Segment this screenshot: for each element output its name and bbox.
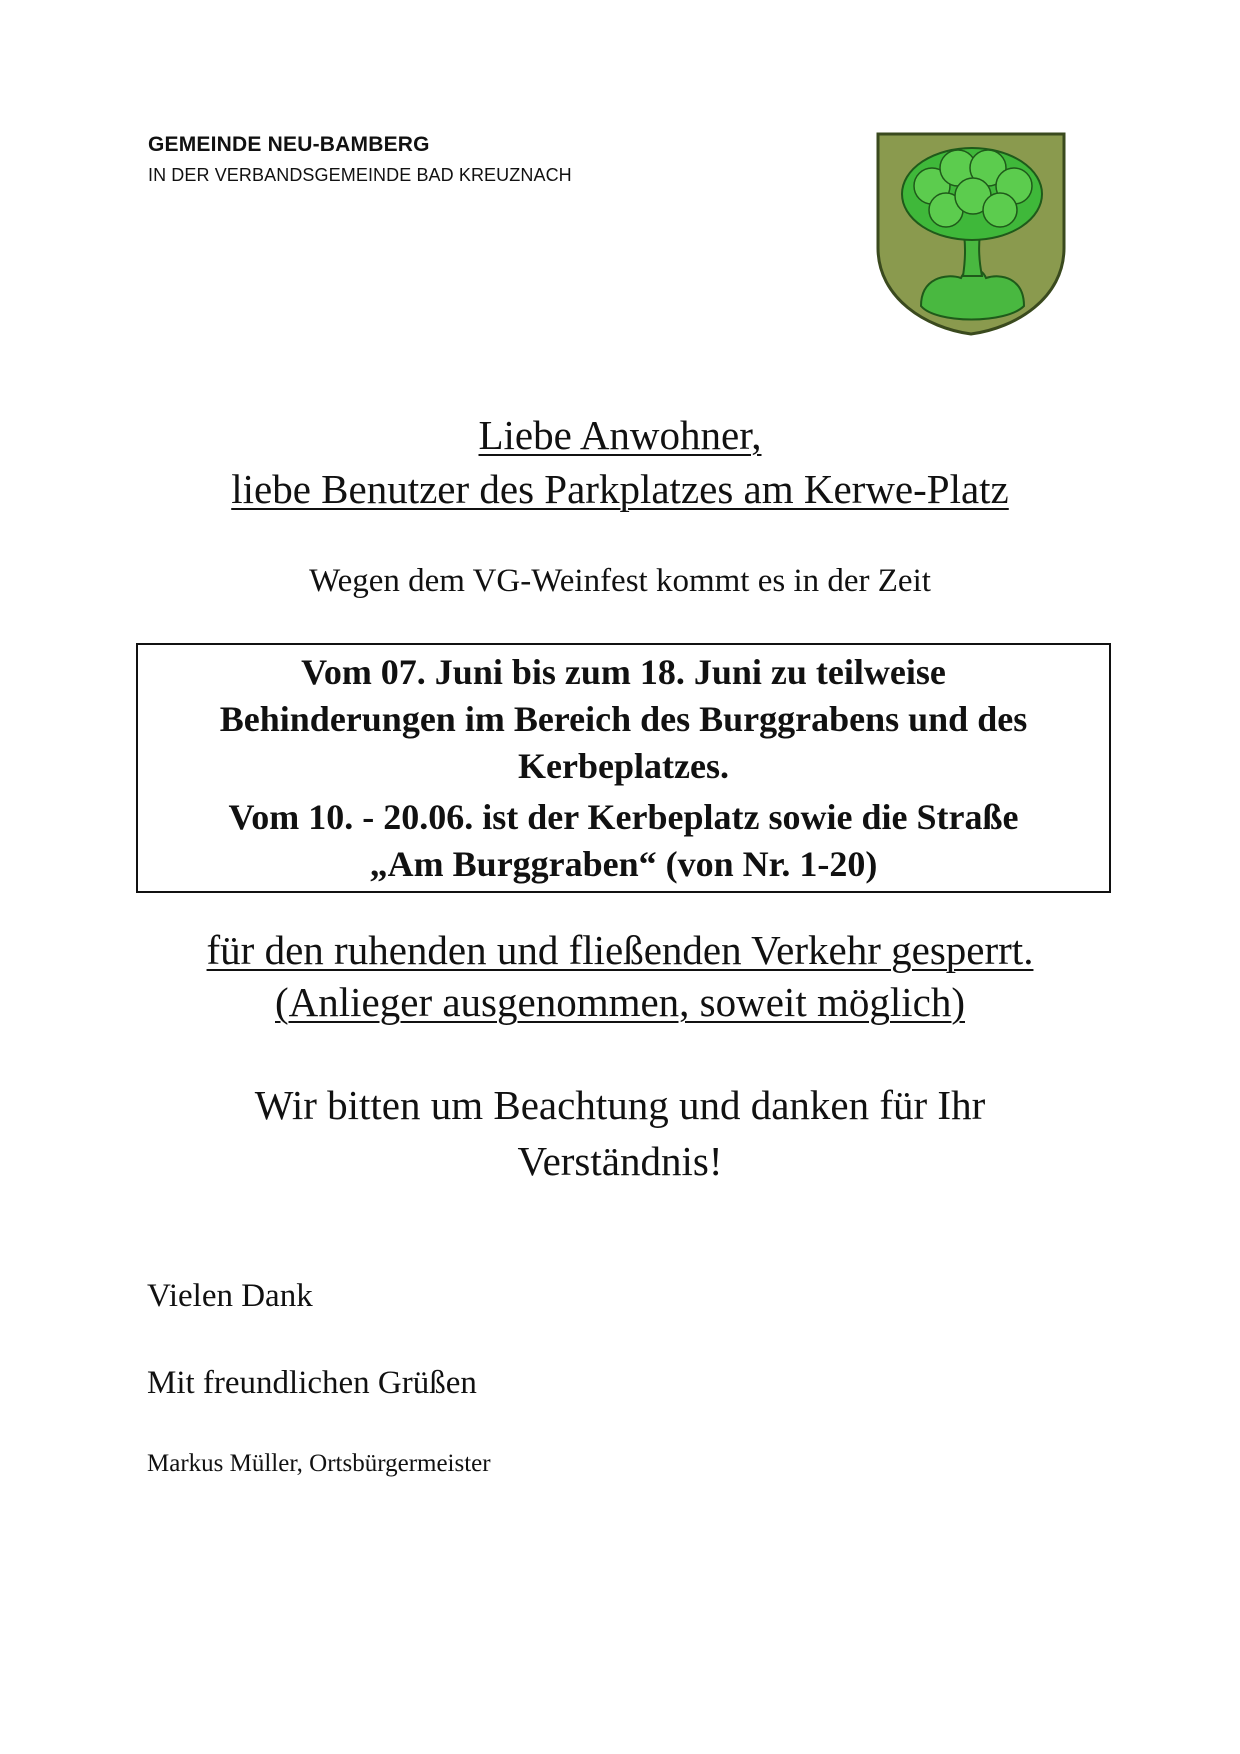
- intro-text: Wegen dem VG-Weinfest kommt es in der Zeit: [309, 563, 931, 599]
- closure-notice: [0, 924, 1240, 1028]
- notice-line: „Am Burggraben“ (von Nr. 1-20): [369, 844, 878, 884]
- notice-paragraph-1: [138, 649, 1109, 790]
- closure-line-1: für den ruhenden und fließenden Verkehr gesperrt.: [206, 927, 1034, 973]
- greeting-line-1: Liebe Anwohner,: [478, 412, 762, 458]
- notice-line: Kerbeplatzes.: [518, 746, 729, 786]
- thanks-line-1: Wir bitten um Beachtung und danken für Ihr: [254, 1082, 986, 1128]
- municipality-name: GEMEINDE NEU-BAMBERG: [148, 133, 430, 156]
- thanks-message: [0, 1077, 1240, 1189]
- notice-line: Vom 10. - 20.06. ist der Kerbeplatz sowie die Straße: [228, 797, 1019, 837]
- closing-regards: Mit freundlichen Grüßen: [147, 1365, 477, 1401]
- closing-thanks: Vielen Dank: [147, 1278, 313, 1314]
- letterhead: [148, 133, 572, 186]
- notice-line: Behinderungen im Bereich des Burggrabens und des: [219, 699, 1028, 739]
- tree-coat-of-arms-icon: [866, 128, 1076, 338]
- notice-box: [136, 643, 1111, 893]
- closure-line-2: (Anlieger ausgenommen, soweit möglich): [275, 979, 965, 1025]
- greeting: [0, 408, 1240, 516]
- association-name: IN DER VERBANDSGEMEINDE BAD KREUZNACH: [148, 165, 572, 185]
- signature: Markus Müller, Ortsbürgermeister: [147, 1450, 491, 1477]
- notice-paragraph-2: [138, 794, 1109, 888]
- thanks-line-2: Verständnis!: [517, 1138, 723, 1184]
- greeting-line-2: liebe Benutzer des Parkplatzes am Kerwe-Platz: [231, 466, 1009, 512]
- notice-line: Vom 07. Juni bis zum 18. Juni zu teilweise: [301, 652, 946, 692]
